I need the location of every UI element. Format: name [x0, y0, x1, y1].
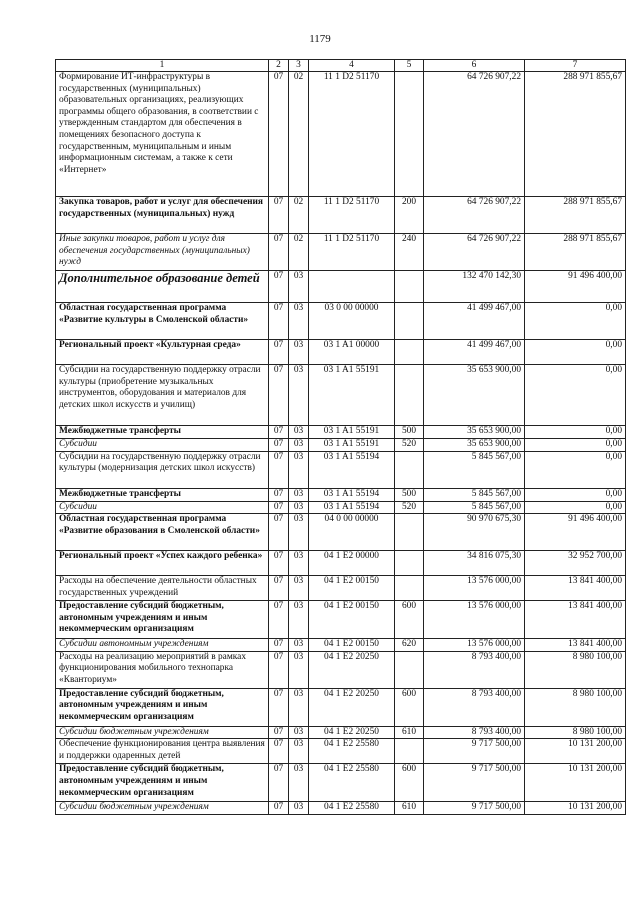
expense-type-cell: 520	[395, 501, 424, 514]
row-name-cell: Формирование ИТ-инфраструктуры в государственных (муниципальных) образовательных организациях, реализующих программы общего образования, в соответствии с утвержденным стандартом для обеспечения в помещениях безопасного доступа к государственным, муниципальным и иным информационным системам, а также к сети «Интернет»	[56, 72, 269, 197]
table-row	[56, 439, 626, 452]
table-row	[56, 601, 626, 639]
amount-year2-cell: 91 496 400,00	[525, 271, 626, 303]
amount-year2-cell: 13 841 400,00	[525, 639, 626, 652]
subsection-cell: 03	[289, 726, 309, 739]
amount-year2-cell: 10 131 200,00	[525, 764, 626, 802]
subsection-cell: 03	[289, 764, 309, 802]
table-row	[56, 303, 626, 340]
table-row	[56, 501, 626, 514]
section-cell: 07	[269, 651, 289, 688]
target-code-cell: 11 1 D2 51170	[309, 197, 395, 234]
amount-year1-cell: 5 845 567,00	[424, 451, 525, 488]
section-cell: 07	[269, 426, 289, 439]
subsection-cell: 03	[289, 303, 309, 340]
row-name-cell: Субсидии	[56, 501, 269, 514]
amount-year1-cell: 13 576 000,00	[424, 601, 525, 639]
row-name-cell: Межбюджетные трансферты	[56, 488, 269, 501]
subsection-cell: 02	[289, 197, 309, 234]
subsection-cell: 03	[289, 514, 309, 551]
expense-type-cell: 600	[395, 688, 424, 726]
subsection-cell: 03	[289, 439, 309, 452]
subsection-cell: 03	[289, 488, 309, 501]
section-cell: 07	[269, 551, 289, 576]
table-row	[56, 234, 626, 271]
amount-year1-cell: 35 653 900,00	[424, 426, 525, 439]
section-cell: 07	[269, 365, 289, 426]
expense-type-cell	[395, 340, 424, 365]
target-code-cell: 03 1 A1 55191	[309, 426, 395, 439]
amount-year2-cell: 288 971 855,67	[525, 234, 626, 271]
subsection-cell: 02	[289, 234, 309, 271]
table-row	[56, 365, 626, 426]
target-code-cell: 03 0 00 00000	[309, 303, 395, 340]
expense-type-cell	[395, 514, 424, 551]
amount-year2-cell: 0,00	[525, 303, 626, 340]
amount-year2-cell: 0,00	[525, 501, 626, 514]
amount-year2-cell: 0,00	[525, 439, 626, 452]
amount-year2-cell: 0,00	[525, 488, 626, 501]
header-col-3: 3	[289, 60, 309, 72]
section-cell: 07	[269, 488, 289, 501]
table-row	[56, 271, 626, 303]
target-code-cell: 04 1 E2 25580	[309, 739, 395, 764]
expense-type-cell	[395, 651, 424, 688]
amount-year1-cell: 8 793 400,00	[424, 651, 525, 688]
header-col-6: 6	[424, 60, 525, 72]
amount-year2-cell: 0,00	[525, 340, 626, 365]
expense-type-cell: 620	[395, 639, 424, 652]
expense-type-cell	[395, 551, 424, 576]
section-cell: 07	[269, 340, 289, 365]
amount-year2-cell: 13 841 400,00	[525, 576, 626, 601]
target-code-cell: 04 0 00 00000	[309, 514, 395, 551]
target-code-cell: 11 1 D2 51170	[309, 234, 395, 271]
expense-type-cell: 600	[395, 764, 424, 802]
amount-year2-cell: 0,00	[525, 426, 626, 439]
row-name-cell: Расходы на реализацию мероприятий в рамках функционирования мобильного технопарка «Кванториум»	[56, 651, 269, 688]
expense-type-cell: 500	[395, 426, 424, 439]
table-row	[56, 688, 626, 726]
section-cell: 07	[269, 303, 289, 340]
amount-year1-cell: 8 793 400,00	[424, 688, 525, 726]
target-code-cell	[309, 271, 395, 303]
subsection-cell: 03	[289, 651, 309, 688]
expense-type-cell	[395, 739, 424, 764]
amount-year2-cell: 8 980 100,00	[525, 688, 626, 726]
amount-year2-cell: 8 980 100,00	[525, 651, 626, 688]
subsection-cell: 03	[289, 551, 309, 576]
expense-type-cell	[395, 72, 424, 197]
amount-year1-cell: 9 717 500,00	[424, 764, 525, 802]
amount-year2-cell: 13 841 400,00	[525, 601, 626, 639]
amount-year1-cell: 9 717 500,00	[424, 739, 525, 764]
section-cell: 07	[269, 739, 289, 764]
amount-year2-cell: 10 131 200,00	[525, 739, 626, 764]
amount-year1-cell: 64 726 907,22	[424, 72, 525, 197]
table-row	[56, 764, 626, 802]
section-cell: 07	[269, 72, 289, 197]
table-row	[56, 72, 626, 197]
row-name-cell: Субсидии бюджетным учреждениям	[56, 726, 269, 739]
expense-type-cell: 610	[395, 802, 424, 815]
table-row	[56, 197, 626, 234]
subsection-cell: 03	[289, 340, 309, 365]
amount-year2-cell: 32 952 700,00	[525, 551, 626, 576]
section-cell: 07	[269, 726, 289, 739]
target-code-cell: 04 1 E2 00150	[309, 576, 395, 601]
expense-type-cell	[395, 451, 424, 488]
header-row	[56, 60, 626, 72]
subsection-cell: 03	[289, 451, 309, 488]
expense-type-cell: 610	[395, 726, 424, 739]
target-code-cell: 04 1 E2 25580	[309, 764, 395, 802]
header-col-5: 5	[395, 60, 424, 72]
target-code-cell: 03 1 A1 00000	[309, 340, 395, 365]
table-row	[56, 739, 626, 764]
amount-year1-cell: 90 970 675,30	[424, 514, 525, 551]
section-cell: 07	[269, 514, 289, 551]
row-name-cell: Закупка товаров, работ и услуг для обеспечения государственных (муниципальных) нужд	[56, 197, 269, 234]
amount-year1-cell: 41 499 467,00	[424, 340, 525, 365]
header-col-4: 4	[309, 60, 395, 72]
expense-type-cell	[395, 303, 424, 340]
amount-year1-cell: 64 726 907,22	[424, 234, 525, 271]
table-row	[56, 514, 626, 551]
target-code-cell: 04 1 E2 00000	[309, 551, 395, 576]
row-name-cell: Дополнительное образование детей	[56, 271, 269, 303]
row-name-cell: Региональный проект «Успех каждого ребенка»	[56, 551, 269, 576]
row-name-cell: Областная государственная программа «Развитие культуры в Смоленской области»	[56, 303, 269, 340]
subsection-cell: 03	[289, 601, 309, 639]
target-code-cell: 04 1 E2 00150	[309, 601, 395, 639]
row-name-cell: Субсидии автономным учреждениям	[56, 639, 269, 652]
amount-year1-cell: 132 470 142,30	[424, 271, 525, 303]
expense-type-cell	[395, 576, 424, 601]
target-code-cell: 04 1 E2 20250	[309, 688, 395, 726]
table-row	[56, 426, 626, 439]
table-row	[56, 576, 626, 601]
amount-year1-cell: 35 653 900,00	[424, 439, 525, 452]
subsection-cell: 03	[289, 739, 309, 764]
row-name-cell: Предоставление субсидий бюджетным, автономным учреждениям и иным некоммерческим организациям	[56, 764, 269, 802]
row-name-cell: Предоставление субсидий бюджетным, автономным учреждениям и иным некоммерческим организациям	[56, 601, 269, 639]
amount-year1-cell: 41 499 467,00	[424, 303, 525, 340]
section-cell: 07	[269, 271, 289, 303]
table-row	[56, 340, 626, 365]
section-cell: 07	[269, 234, 289, 271]
row-name-cell: Субсидии бюджетным учреждениям	[56, 802, 269, 815]
target-code-cell: 03 1 A1 55191	[309, 365, 395, 426]
target-code-cell: 04 1 E2 00150	[309, 639, 395, 652]
page-number: 1179	[309, 33, 331, 45]
row-name-cell: Обеспечение функционирования центра выявления и поддержки одаренных детей	[56, 739, 269, 764]
amount-year1-cell: 34 816 075,30	[424, 551, 525, 576]
section-cell: 07	[269, 451, 289, 488]
subsection-cell: 03	[289, 426, 309, 439]
subsection-cell: 03	[289, 802, 309, 815]
section-cell: 07	[269, 764, 289, 802]
subsection-cell: 03	[289, 501, 309, 514]
table-row	[56, 451, 626, 488]
budget-table	[55, 59, 626, 815]
header-col-1: 1	[56, 60, 269, 72]
section-cell: 07	[269, 501, 289, 514]
amount-year2-cell: 91 496 400,00	[525, 514, 626, 551]
expense-type-cell	[395, 271, 424, 303]
amount-year2-cell: 8 980 100,00	[525, 726, 626, 739]
subsection-cell: 03	[289, 271, 309, 303]
table-row	[56, 726, 626, 739]
row-name-cell: Предоставление субсидий бюджетным, автономным учреждениям и иным некоммерческим организациям	[56, 688, 269, 726]
expense-type-cell: 500	[395, 488, 424, 501]
subsection-cell: 02	[289, 72, 309, 197]
amount-year1-cell: 64 726 907,22	[424, 197, 525, 234]
table-row	[56, 651, 626, 688]
expense-type-cell	[395, 365, 424, 426]
amount-year1-cell: 5 845 567,00	[424, 501, 525, 514]
amount-year1-cell: 9 717 500,00	[424, 802, 525, 815]
row-name-cell: Субсидии на государственную поддержку отрасли культуры (модернизация детских школ искусств)	[56, 451, 269, 488]
amount-year1-cell: 13 576 000,00	[424, 639, 525, 652]
amount-year1-cell: 8 793 400,00	[424, 726, 525, 739]
row-name-cell: Областная государственная программа «Развитие образования в Смоленской области»	[56, 514, 269, 551]
row-name-cell: Региональный проект «Культурная среда»	[56, 340, 269, 365]
row-name-cell: Субсидии на государственную поддержку отрасли культуры (приобретение музыкальных инструментов, оборудования и материалов для детских школ искусств и училищ)	[56, 365, 269, 426]
amount-year1-cell: 13 576 000,00	[424, 576, 525, 601]
row-name-cell: Межбюджетные трансферты	[56, 426, 269, 439]
target-code-cell: 04 1 E2 20250	[309, 726, 395, 739]
expense-type-cell: 240	[395, 234, 424, 271]
row-name-cell: Субсидии	[56, 439, 269, 452]
subsection-cell: 03	[289, 688, 309, 726]
expense-type-cell: 520	[395, 439, 424, 452]
amount-year2-cell: 10 131 200,00	[525, 802, 626, 815]
target-code-cell: 04 1 E2 20250	[309, 651, 395, 688]
section-cell: 07	[269, 688, 289, 726]
expense-type-cell: 600	[395, 601, 424, 639]
header-col-7: 7	[525, 60, 626, 72]
table-row	[56, 488, 626, 501]
table-row	[56, 802, 626, 815]
row-name-cell: Расходы на обеспечение деятельности областных государственных учреждений	[56, 576, 269, 601]
target-code-cell: 03 1 A1 55194	[309, 488, 395, 501]
table-row	[56, 639, 626, 652]
amount-year2-cell: 0,00	[525, 365, 626, 426]
subsection-cell: 03	[289, 576, 309, 601]
target-code-cell: 03 1 A1 55194	[309, 501, 395, 514]
table-body	[56, 72, 626, 815]
target-code-cell: 11 1 D2 51170	[309, 72, 395, 197]
amount-year2-cell: 288 971 855,67	[525, 72, 626, 197]
target-code-cell: 03 1 A1 55194	[309, 451, 395, 488]
amount-year2-cell: 288 971 855,67	[525, 197, 626, 234]
target-code-cell: 04 1 E2 25580	[309, 802, 395, 815]
amount-year1-cell: 5 845 567,00	[424, 488, 525, 501]
section-cell: 07	[269, 439, 289, 452]
amount-year2-cell: 0,00	[525, 451, 626, 488]
table-row	[56, 551, 626, 576]
section-cell: 07	[269, 639, 289, 652]
target-code-cell: 03 1 A1 55191	[309, 439, 395, 452]
amount-year1-cell: 35 653 900,00	[424, 365, 525, 426]
header-col-2: 2	[269, 60, 289, 72]
expense-type-cell: 200	[395, 197, 424, 234]
section-cell: 07	[269, 576, 289, 601]
subsection-cell: 03	[289, 365, 309, 426]
row-name-cell: Иные закупки товаров, работ и услуг для обеспечения государственных (муниципальных) нужд	[56, 234, 269, 271]
subsection-cell: 03	[289, 639, 309, 652]
section-cell: 07	[269, 601, 289, 639]
section-cell: 07	[269, 197, 289, 234]
section-cell: 07	[269, 802, 289, 815]
